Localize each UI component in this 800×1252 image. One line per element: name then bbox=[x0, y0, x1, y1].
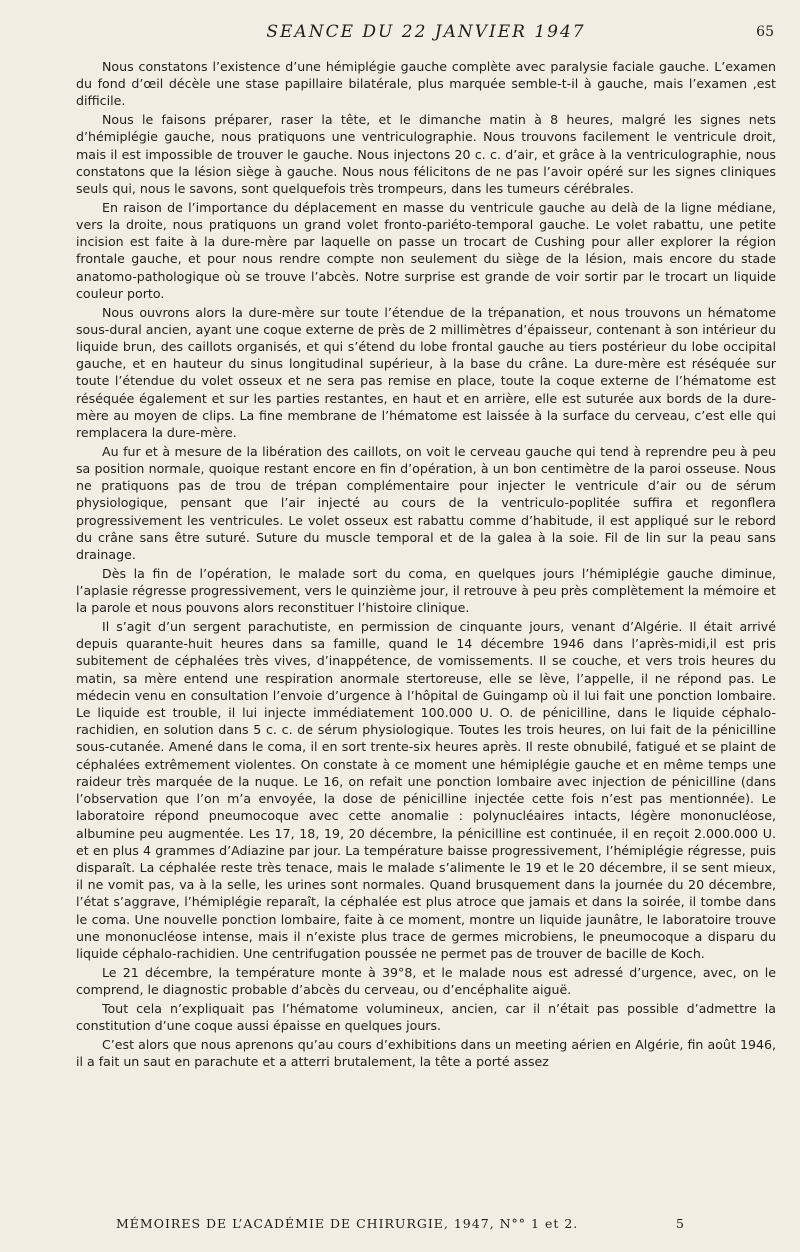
article-body bbox=[76, 58, 776, 1072]
paragraph-1: Nous constatons l’existence d’une hémiplégie gauche complète avec paralysie faciale gauche. L’examen du fond d’œil décèle une stase papillaire bilatérale, plus marquée semble-t-il à gauche, mais l’examen ,est difficile. bbox=[76, 59, 776, 109]
paragraph-9: Tout cela n’expliquait pas l’hématome volumineux, ancien, car il n’était pas possible d’admettre la constitution d’une coque aussi épaisse en quelques jours. bbox=[76, 1000, 776, 1033]
page-footer bbox=[76, 1212, 776, 1236]
paragraph-10: C’est alors que nous aprenons qu’au cours d’exhibitions dans un meeting aérien en Algérie, fin août 1946, il a fait un saut en parachute et a atterri brutalement, la tête a porté assez bbox=[76, 1036, 776, 1069]
paragraph-7: Il s’agit d’un sergent parachutiste, en permission de cinquante jours, venant d’Algérie. Il était arrivé depuis quarante-huit heures dans sa famille, quand le 14 décembre 1946 dans l’après-midi,il est pris subitement de céphalées très vives, d’inappétence, de vomissements. Il se couche, et vers trois heures du matin, sa mère entend une respiration anormale stertoreuse, elle se lève, l’appelle, il ne répond pas. Le médecin venu en consultation l’envoie d’urgence à l’hôpital de Guingamp où il lui fait une ponction lombaire. Le liquide est trouble, il lui injecte immédiatement 100.000 U. O. de pénicilline, dans le liquide céphalo-rachidien, en solution dans 5 c. c. de sérum physiologique. Toutes les trois heures, on lui fait de la pénicilline sous-cutanée. Amené dans le coma, il en sort trente-six heures après. Il reste obnubilé, fatigué et se plaint de céphalées extrêmement violentes. On constate à ce moment une hémiplégie gauche et en même temps une raideur très marquée de la nuque. Le 16, on refait une ponction lombaire avec injection de pénicilline (dans l’observation que l’on m’a envoyée, la dose de pénicilline injectée cette fois n’est pas mentionnée). Le laboratoire répond pneumocoque avec cette anomalie : polynucléaires intacts, légère mononucléose, albumine peu augmentée. Les 17, 18, 19, 20 décembre, la pénicilline est continuée, il en reçoit 2.000.000 U. et en plus 4 grammes d’Adiazine par jour. La température baisse progressivement, l’hémiplégie régresse, puis disparaît. La céphalée reste très tenace, mais le malade s’alimente le 19 et le 20 décembre, il se sent mieux, il ne vomit pas, va à la selle, les urines sont normales. Quand brusquement dans la journée du 20 décembre, l’état s’aggrave, l’hémiplégie reparaît, la céphalée est plus atroce que jamais et dans la soirée, il tombe dans le coma. Une nouvelle ponction lombaire, faite à ce moment, montre un liquide jaunâtre, le laboratoire trouve une mononucléose intense, mais il n’existe plus trace de germes microbiens, le pneumocoque a disparu du liquide céphalo-rachidien. Une centrifugation poussée ne permet pas de trouver de bacille de Koch. bbox=[76, 619, 776, 961]
page-number: 65 bbox=[756, 24, 774, 40]
signature-mark: 5 bbox=[676, 1216, 684, 1231]
paragraph-5: Au fur et à mesure de la libération des caillots, on voit le cerveau gauche qui tend à reprendre peu à peu sa position normale, quoique restant encore en fin d’opération, à un bon centimètre de la paroi osseuse. Nous ne pratiquons pas de trou de trépan complémentaire pour injecter le ventricule d’air ou de sérum physiologique, pensant que l’air injecté au cours de la ventriculo-poplitée suffira et regonflera progressivement les ventricules. Le volet osseux est rabattu comme d’habitude, il est appliqué sur le rebord du crâne sans être suturé. Suture du muscle temporal et de la galea à la soie. Fil de lin sur la peau sans drainage. bbox=[76, 443, 776, 563]
running-title: SEANCE DU 22 JANVIER 1947 bbox=[266, 22, 586, 42]
paragraph-6: Dès la fin de l’opération, le malade sort du coma, en quelques jours l’hémiplégie gauche diminue, l’aplasie régresse progressivement, vers le quinzième jour, il retrouve à peu près complètement la mémoire et la parole et nous pouvons alors reconstituer l’histoire clinique. bbox=[76, 565, 776, 616]
running-header bbox=[76, 20, 776, 44]
journal-citation: MÉMOIRES DE L’ACADÉMIE DE CHIRURGIE, 1947, N°° 1 et 2. bbox=[116, 1216, 579, 1231]
paragraph-2: Nous le faisons préparer, raser la tête, et le dimanche matin à 8 heures, malgré les signes nets d’hémiplégie gauche, nous pratiquons une ventriculographie. Nous trouvons facilement le ventricule droit, mais il est impossible de trouver le gauche. Nous injectons 20 c. c. d’air, et grâce à la ventriculographie, nous constatons que la lésion siège à gauche. Nous nous félicitons de ne pas l’avoir opéré sur les signes cliniques seuls qui, nous le savons, sont quelquefois très trompeurs, dans les tumeurs cérébrales. bbox=[76, 112, 776, 197]
paragraph-4: Nous ouvrons alors la dure-mère sur toute l’étendue de la trépanation, et nous trouvons un hématome sous-dural ancien, ayant une coque externe de près de 2 millimètres d’épaisseur, contenant à son intérieur du liquide brun, des caillots organisés, et qui s’étend du lobe frontal gauche au tiers postérieur du lobe occipital gauche, et en hauteur du sinus longitudinal supérieur, à la base du crâne. La dure-mère est réséquée sur toute l’étendue du volet osseux et ne sera pas remise en place, toute la coque externe de l’hématome est réséquée également et sur les parties restantes, en haut et en arrière, elle est suturée aux bords de la dure-mère au moyen de clips. La fine membrane de l’hématome est laissée à la surface du cerveau, c’est elle qui remplacera la dure-mère. bbox=[76, 304, 776, 441]
paragraph-3: En raison de l’importance du déplacement en masse du ventricule gauche au delà de la ligne médiane, vers la droite, nous pratiquons un grand volet fronto-pariéto-temporal gauche. Le volet rabattu, une petite incision est faite à la dure-mère par laquelle on passe un trocart de Cushing pour aller explorer la région frontale gauche, et pour nous rendre compte non seulement du siège de la lésion, mais encore du stade anatomo-pathologique où se trouve l’abcès. Notre surprise est grande de voir sortir par le trocart un liquide couleur porto. bbox=[76, 199, 776, 301]
paragraph-8: Le 21 décembre, la température monte à 39°8, et le malade nous est adressé d’urgence, avec, on le comprend, le diagnostic probable d’abcès du cerveau, ou d’encéphalite aiguë. bbox=[76, 964, 776, 997]
